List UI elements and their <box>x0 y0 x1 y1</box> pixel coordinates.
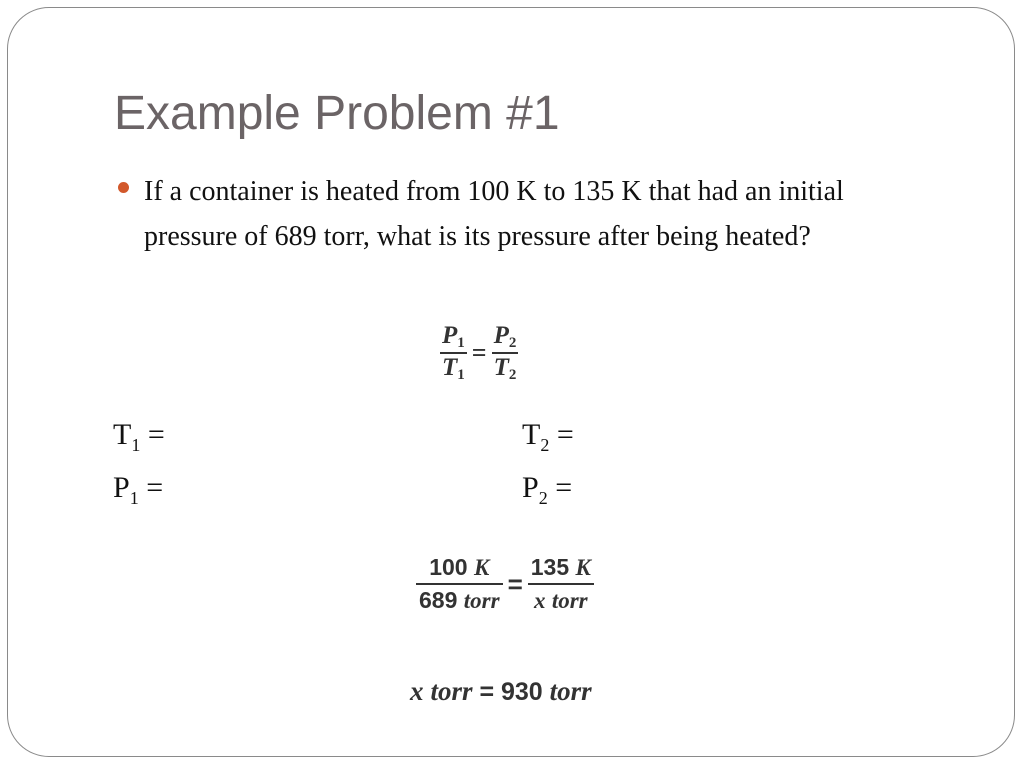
p2-label: $P_2$ = <box>522 471 573 508</box>
p1-numerator: P1 <box>442 322 465 351</box>
equals-sign: = <box>479 678 495 706</box>
p1-label: $P_1$ = <box>113 471 164 508</box>
problem-statement: If a container is heated from 100 K to 135 K that had an initial pressure of 689 torr, what is its pressure after being heated? <box>144 176 844 252</box>
result-unit-right: torr <box>549 676 592 706</box>
bullet-dot-icon <box>118 182 129 193</box>
temperature-2-value: 135 K <box>530 554 591 580</box>
result-value: 930 <box>501 678 543 706</box>
left-fraction <box>440 322 467 384</box>
result-variable: x <box>410 676 424 706</box>
equals-sign: = <box>507 568 523 599</box>
t1-denominator: T1 <box>442 354 465 383</box>
p2-numerator: P2 <box>493 322 517 351</box>
t2-label: $T_2$ = <box>522 418 574 455</box>
result-formula <box>410 676 592 707</box>
combined-gas-law-formula <box>440 322 518 384</box>
temperature-1-value: 100 K <box>429 554 490 580</box>
equals-sign: = <box>471 338 487 367</box>
slide-title: Example Problem #1 <box>114 87 560 140</box>
right-fraction <box>528 552 594 616</box>
t2-denominator: T2 <box>493 354 517 383</box>
pressure-1-value: 689 torr <box>419 587 500 613</box>
result-unit-left: torr <box>430 676 473 706</box>
substituted-formula <box>416 552 594 616</box>
right-fraction <box>492 322 519 384</box>
t1-label: $T_1$ = <box>113 418 165 455</box>
pressure-2-unknown: x torr <box>533 588 588 613</box>
left-fraction <box>416 552 503 616</box>
